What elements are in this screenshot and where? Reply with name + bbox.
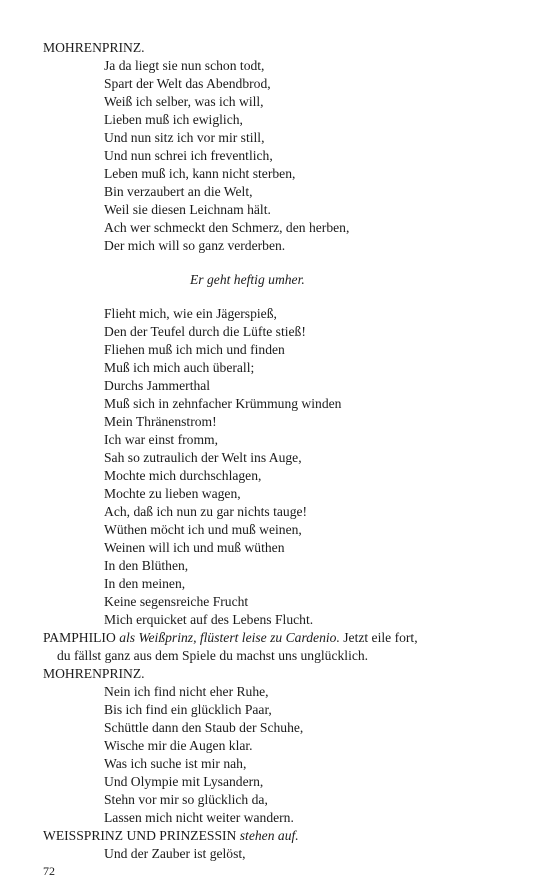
verse-line: Und nun schrei ich freventlich, bbox=[104, 148, 273, 163]
speaker-name: PAMPHILIO bbox=[43, 630, 116, 645]
verse-line: Weiß ich selber, was ich will, bbox=[104, 94, 264, 109]
verse-line: Weinen will ich und muß wüthen bbox=[104, 540, 285, 555]
verse-line: Muß sich in zehnfacher Krümmung winden bbox=[104, 396, 342, 411]
stage-direction: Er geht heftig umher. bbox=[190, 272, 305, 287]
verse-line: Der mich will so ganz verderben. bbox=[104, 238, 286, 253]
verse-line: Mochte zu lieben wagen, bbox=[104, 486, 241, 501]
verse-line: Und nun sitz ich vor mir still, bbox=[104, 130, 265, 145]
verse-line: Wische mir die Augen klar. bbox=[104, 738, 253, 753]
verse-line: Ja da liegt sie nun schon todt, bbox=[104, 58, 265, 73]
verse-line: Flieht mich, wie ein Jägerspieß, bbox=[104, 306, 277, 321]
verse-line: Schüttle dann den Staub der Schuhe, bbox=[104, 720, 304, 735]
verse-line: Lassen mich nicht weiter wandern. bbox=[104, 810, 294, 825]
verse-line: Mich erquicket auf des Lebens Flucht. bbox=[104, 612, 314, 627]
verse-line: Stehn vor mir so glücklich da, bbox=[104, 792, 268, 807]
stage-direction: stehen auf. bbox=[239, 828, 299, 843]
verse-line: Und Olympie mit Lysandern, bbox=[104, 774, 264, 789]
verse-line: Weil sie diesen Leichnam hält. bbox=[104, 202, 271, 217]
speech-text: du fällst ganz aus dem Spiele du machst uns unglücklich. bbox=[57, 648, 369, 663]
verse-line: Nein ich find nicht eher Ruhe, bbox=[104, 684, 269, 699]
verse-line: Sah so zutraulich der Welt ins Auge, bbox=[104, 450, 302, 465]
speaker-name: MOHRENPRINZ. bbox=[43, 666, 145, 681]
verse-line: Was ich suche ist mir nah, bbox=[104, 756, 247, 771]
verse-line: Durchs Jammerthal bbox=[104, 378, 211, 393]
verse-line: Spart der Welt das Abendbrod, bbox=[104, 76, 271, 91]
verse-line: Leben muß ich, kann nicht sterben, bbox=[104, 166, 296, 181]
verse-line: Lieben muß ich ewiglich, bbox=[104, 112, 243, 127]
verse-line: Ich war einst fromm, bbox=[104, 432, 219, 447]
verse-line: Fliehen muß ich mich und finden bbox=[104, 342, 285, 357]
verse-line: In den meinen, bbox=[104, 576, 186, 591]
verse-line: In den Blüthen, bbox=[104, 558, 189, 573]
page-number: 72 bbox=[43, 864, 55, 878]
speaker-name: WEISSPRINZ UND PRINZESSIN bbox=[43, 828, 237, 843]
verse-line: Muß ich mich auch überall; bbox=[104, 360, 255, 375]
verse-line: Bis ich find ein glücklich Paar, bbox=[104, 702, 272, 717]
verse-line: Mochte mich durchschlagen, bbox=[104, 468, 262, 483]
verse-line: Mein Thränenstrom! bbox=[104, 414, 217, 429]
verse-line: Wüthen möcht ich und muß weinen, bbox=[104, 522, 302, 537]
verse-line: Den der Teufel durch die Lüfte stieß! bbox=[104, 324, 306, 339]
verse-line: Bin verzaubert an die Welt, bbox=[104, 184, 253, 199]
speech-weissprinz bbox=[43, 828, 299, 844]
speaker-name: MOHRENPRINZ. bbox=[43, 40, 145, 55]
stage-direction: als Weißprinz, flüstert leise zu Cardenio. bbox=[119, 630, 340, 645]
speech-pamphilio bbox=[43, 630, 418, 646]
verse-line: Keine segensreiche Frucht bbox=[104, 594, 249, 609]
verse-line: Ach wer schmeckt den Schmerz, den herben, bbox=[104, 220, 350, 235]
verse-line: Ach, daß ich nun zu gar nichts tauge! bbox=[104, 504, 308, 519]
speech-text: Jetzt eile fort, bbox=[343, 630, 418, 645]
verse-line: Und der Zauber ist gelöst, bbox=[104, 846, 246, 861]
